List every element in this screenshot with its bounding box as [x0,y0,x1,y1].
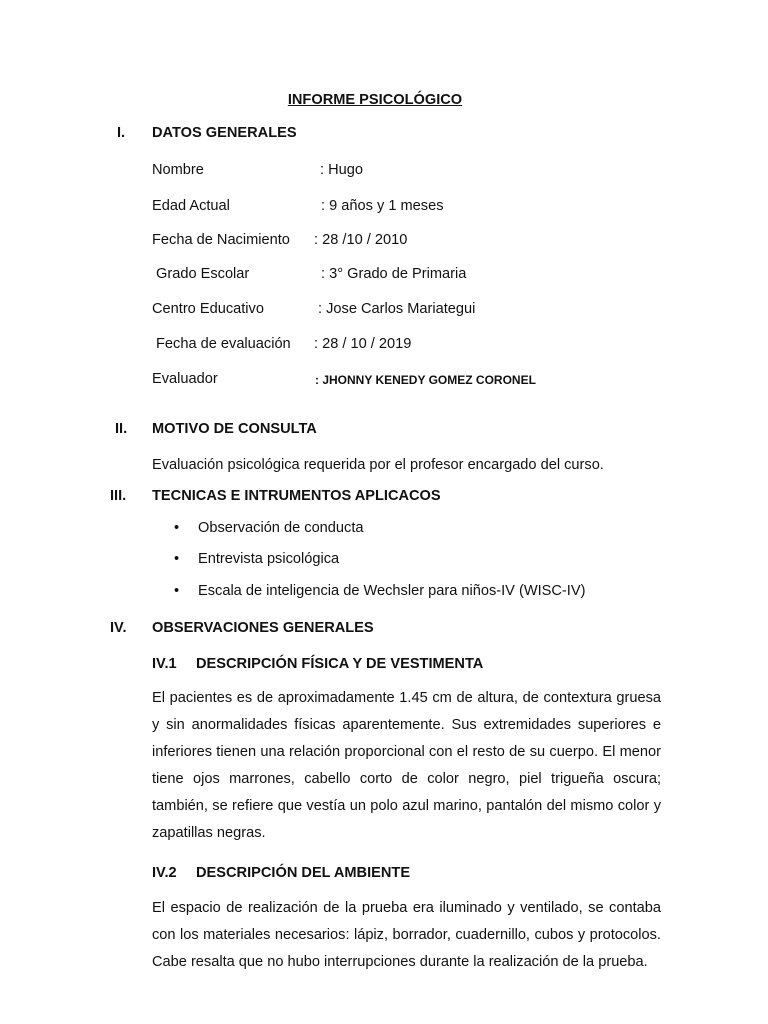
section-2-heading: MOTIVO DE CONSULTA [152,421,317,437]
list-item: Entrevista psicológica [198,551,340,567]
field-value-grado: : 3° Grado de Primaria [321,266,467,282]
bullet-icon: • [174,551,180,567]
subsection-4-1-paragraph: El pacientes es de aproximadamente 1.45 cm de altura, de contextura gruesa y sin anormalidades físicas aparentemente. Sus extremidades superiores e inferiores tienen una relación proporcional con el resto de su cuerpo. El menor tiene ojos marrones, cabello corto de color negro, piel trigueña oscura; también, se refiere que vestía un polo azul marino, pantalón del mismo color y zapatillas negras. [152,690,661,841]
section-2-text: Evaluación psicológica requerida por el profesor encargado del curso. [152,457,604,473]
field-value-edad: : 9 años y 1 meses [321,198,444,214]
section-1-numeral: I. [117,125,126,141]
subsection-4-2-heading: DESCRIPCIÓN DEL AMBIENTE [196,865,411,881]
subsection-4-2-numeral: IV.2 [152,865,177,881]
field-value-centro: : Jose Carlos Mariategui [318,301,476,317]
field-label-fecha-evaluacion: Fecha de evaluación [156,336,291,352]
section-4-heading: OBSERVACIONES GENERALES [152,620,374,636]
bullet-icon: • [174,520,180,536]
field-label-centro: Centro Educativo [152,301,264,317]
field-value-nombre: : Hugo [320,162,363,178]
section-4-numeral: IV. [110,620,127,636]
field-label-fecha-nacimiento: Fecha de Nacimiento [152,232,290,248]
document-title: INFORME PSICOLÓGICO [287,92,463,108]
field-label-nombre: Nombre [152,162,204,178]
subsection-4-1-heading: DESCRIPCIÓN FÍSICA Y DE VESTIMENTA [196,656,484,672]
field-value-fecha-evaluacion: : 28 / 10 / 2019 [314,336,412,352]
field-value-evaluador: : JHONNY KENEDY GOMEZ CORONEL [315,373,536,387]
section-3-numeral: III. [110,488,127,504]
section-2-numeral: II. [115,421,128,437]
bullet-icon: • [174,583,180,599]
section-3-heading: TECNICAS E INTRUMENTOS APLICACOS [152,488,441,504]
field-label-edad: Edad Actual [152,198,230,214]
subsection-4-1-numeral: IV.1 [152,656,177,672]
list-item: Observación de conducta [198,520,364,536]
field-label-grado: Grado Escolar [156,266,250,282]
field-label-evaluador: Evaluador [152,371,218,387]
subsection-4-2-paragraph: El espacio de realización de la prueba era iluminado y ventilado, se contaba con los materiales necesarios: lápiz, borrador, cuadernillo, cubos y protocolos. Cabe resalta que no hubo interrupciones durante la realización de la prueba. [152,900,661,970]
field-value-fecha-nacimiento: : 28 /10 / 2010 [314,232,408,248]
list-item: Escala de inteligencia de Wechsler para niños-IV (WISC-IV) [198,583,586,599]
section-1-heading: DATOS GENERALES [152,125,297,141]
